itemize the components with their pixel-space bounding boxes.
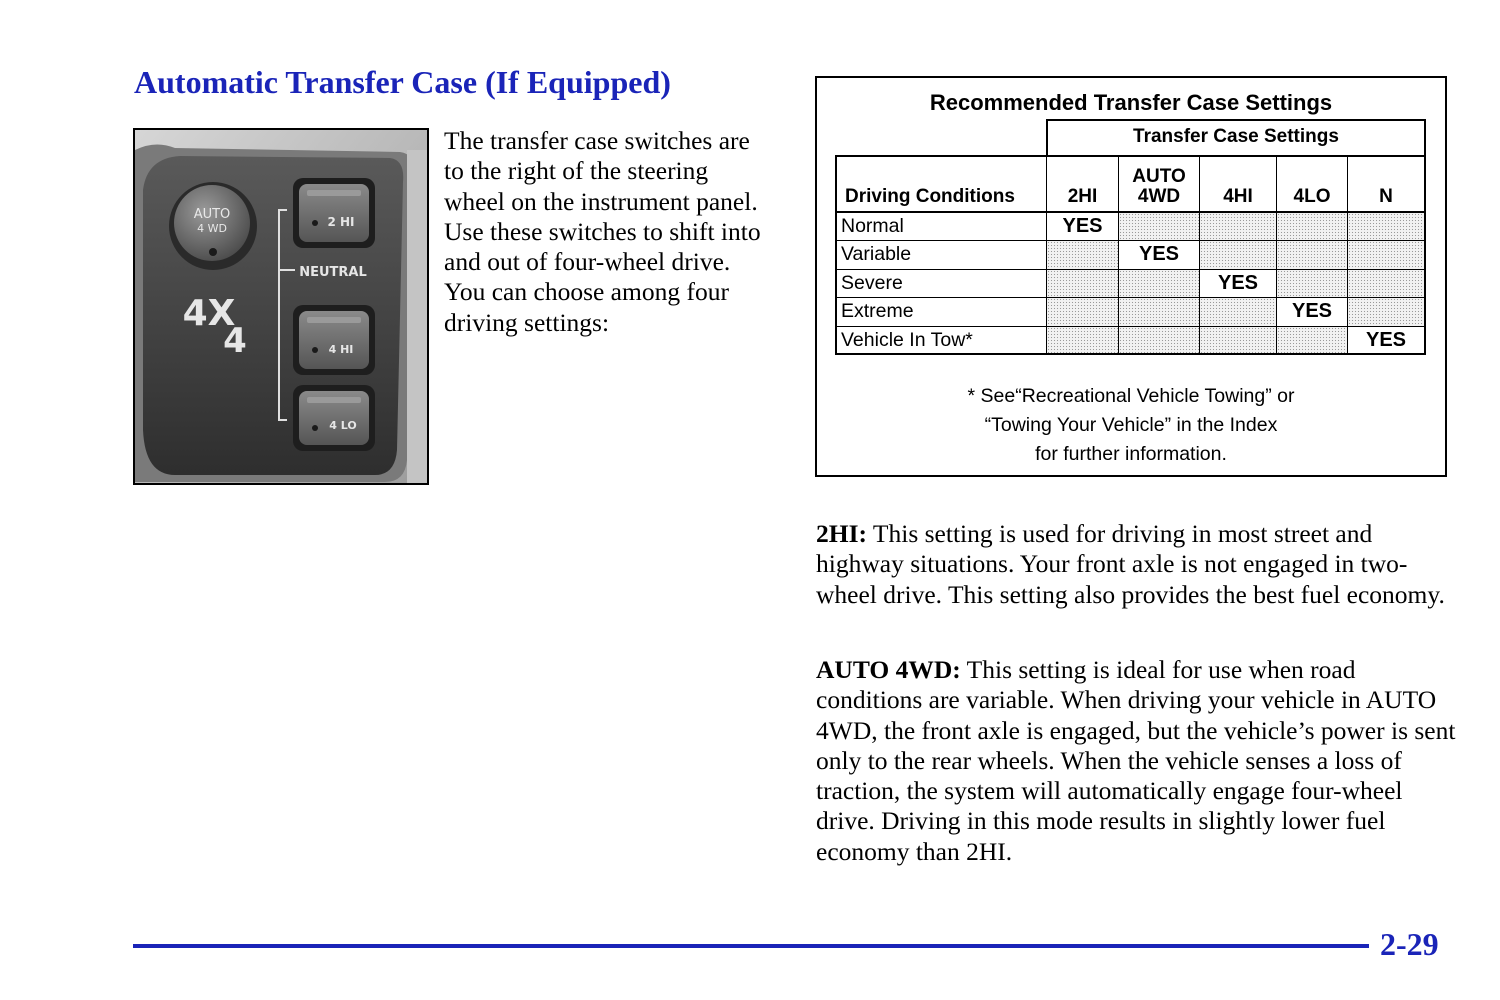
table-cell (1199, 213, 1276, 241)
settings-table-box (815, 76, 1447, 477)
switch-2hi[interactable] (293, 178, 375, 248)
table-cell (1118, 298, 1199, 326)
4x4-logo-top: 4X (182, 293, 236, 334)
table-cell: YES (1199, 270, 1276, 298)
row-label: Normal (835, 213, 1046, 241)
table-cell (1046, 270, 1118, 298)
row-label: Extreme (835, 298, 1046, 326)
table-cell (1046, 241, 1118, 269)
footnote-line-1: * See“Recreational Vehicle Towing” or (967, 385, 1295, 407)
table-cell (1347, 270, 1426, 298)
transfer-case-switch-photo (133, 128, 429, 485)
switch-2hi-label: 2 HI (327, 215, 355, 229)
description-2hi (816, 519, 1456, 610)
table-cell (1276, 213, 1347, 241)
table-cell (1199, 241, 1276, 269)
settings-table-title: Recommended Transfer Case Settings (929, 90, 1333, 115)
table-cell (1199, 327, 1276, 355)
table-cell (1347, 213, 1426, 241)
footnote-line-3: for further information. (1035, 443, 1227, 465)
footer-rule (133, 944, 1369, 948)
text-2hi: This setting is used for driving in most street and highway situations. Your front axle is not engaged in two-wheel drive. This setting also provides the best fuel economy. (816, 519, 1445, 609)
column-header-auto-4wd: AUTO 4WD (1118, 155, 1199, 213)
column-header-2hi: 2HI (1046, 155, 1118, 213)
intro-paragraph: The transfer case switches are to the right of the steering wheel on the instrument panel. Use these switches to shift into and out of four-wheel drive. You can choose among four driving settings: (444, 126, 761, 337)
footnote-line-2: “Towing Your Vehicle” in the Index (984, 414, 1278, 436)
table-footnote (817, 382, 1445, 469)
term-auto-4wd: AUTO 4WD: (816, 655, 961, 684)
column-header-4hi: 4HI (1199, 155, 1276, 213)
row-label: Variable (835, 241, 1046, 269)
table-cell (1199, 298, 1276, 326)
table-cell (1046, 327, 1118, 355)
row-label: Vehicle In Tow* (835, 327, 1046, 355)
column-header-n: N (1347, 155, 1426, 213)
auto-4wd-label-line2: 4 WD (197, 222, 227, 235)
table-cell: YES (1347, 327, 1426, 355)
term-2hi: 2HI: (816, 519, 867, 548)
table-cell (1347, 298, 1426, 326)
section-heading: Automatic Transfer Case (If Equipped) (134, 64, 671, 100)
table-cell (1276, 327, 1347, 355)
switch-4hi-label: 4 HI (328, 343, 354, 356)
table-cell (1118, 213, 1199, 241)
table-cell (1046, 298, 1118, 326)
table-cell (1276, 270, 1347, 298)
table-cell (1118, 327, 1199, 355)
transfer-case-settings-header: Transfer Case Settings (1046, 119, 1426, 156)
4x4-logo-bottom: 4 (223, 321, 247, 361)
table-cell (1276, 241, 1347, 269)
table-cell: YES (1118, 241, 1199, 269)
table-cell: YES (1276, 298, 1347, 326)
switch-4lo[interactable] (293, 385, 375, 451)
switch-4lo-label: 4 LO (329, 419, 357, 432)
page-number: 2-29 (1380, 926, 1439, 962)
table-cell (1347, 241, 1426, 269)
table-cell (1118, 270, 1199, 298)
auto-4wd-label-line1: AUTO (193, 207, 231, 222)
column-header-4lo: 4LO (1276, 155, 1347, 213)
table-cell: YES (1046, 213, 1118, 241)
description-auto-4wd (816, 655, 1456, 867)
text-auto-4wd: This setting is ideal for use when road conditions are variable. When driving your vehicle in AUTO 4WD, the front axle is engaged, but the vehicle’s power is sent only to the rear wheels. When the vehicle senses a loss of traction, the system will automatically engage four-wheel drive. Driving in this mode results in slightly lower fuel economy than 2HI. (816, 655, 1456, 866)
row-label: Severe (835, 270, 1046, 298)
switch-4hi[interactable] (293, 305, 375, 375)
driving-conditions-header: Driving Conditions (835, 155, 1047, 213)
neutral-label: NEUTRAL (299, 265, 367, 280)
